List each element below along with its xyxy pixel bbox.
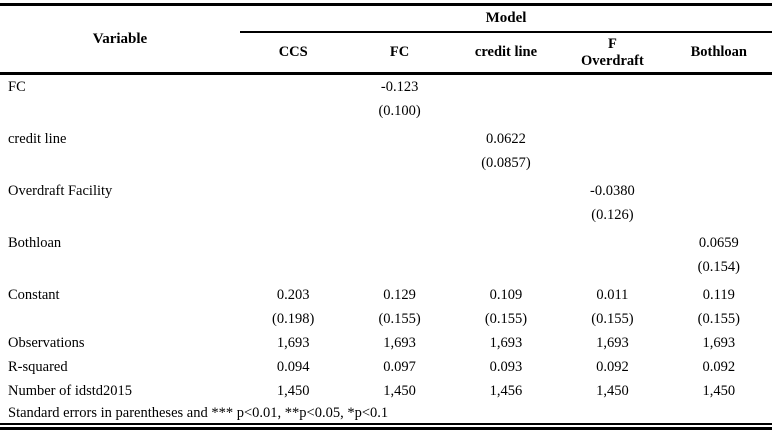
column-header-ccs: [240, 33, 346, 72]
column-header-label: credit line: [474, 44, 538, 60]
cell-value: 1,693: [702, 334, 736, 351]
table-row-credit-line-estimate: [0, 127, 772, 151]
column-header-label: CCS: [278, 44, 308, 60]
bottom-thick-rule: [0, 427, 772, 430]
table-row-constant-stderr: [0, 307, 772, 331]
cell-value: 0.203: [276, 286, 310, 303]
table-row-r-squared: [0, 355, 772, 379]
table-row-fc-stderr: [0, 99, 772, 123]
cell-value: 0.093: [489, 358, 523, 375]
cell-value: (0.198): [272, 310, 315, 327]
cell-value: 0.094: [276, 358, 310, 375]
table-row-bothloan-estimate: [0, 231, 772, 255]
cell-value: 1,456: [489, 382, 523, 399]
table-row-fc-estimate: [0, 75, 772, 99]
cell-value: (0.154): [697, 258, 740, 275]
row-label: Constant: [8, 286, 60, 303]
cell-value: 0.0622: [486, 130, 526, 147]
table-row-credit-line-stderr: [0, 151, 772, 175]
cell-value: 0.109: [489, 286, 523, 303]
cell-value: 0.092: [702, 358, 736, 375]
row-label: Overdraft Facility: [8, 182, 113, 199]
table-body: [0, 75, 772, 403]
cell-value: 1,450: [383, 382, 416, 399]
cell-value: 1,450: [276, 382, 310, 399]
cell-value: -0.0380: [590, 182, 635, 199]
column-header-label-line2: Overdraft: [580, 52, 644, 69]
cell-value: (0.155): [591, 310, 634, 327]
cell-value: 1,693: [383, 334, 416, 351]
row-label: R-squared: [8, 358, 68, 375]
row-label: Observations: [8, 334, 85, 351]
column-header-fc: [346, 33, 452, 72]
row-label: credit line: [8, 130, 67, 147]
table-row-bothloan-stderr: [0, 255, 772, 279]
column-header-label: F: [607, 35, 617, 52]
column-header-f-overdraft: [559, 33, 665, 72]
table-row-overdraft-stderr: [0, 203, 772, 227]
row-label: Bothloan: [8, 234, 62, 251]
cell-value: 0.011: [596, 286, 629, 303]
table-row-number-of-idstd2015: [0, 379, 772, 403]
cell-value: 0.119: [702, 286, 735, 303]
column-header-bothloan: [666, 33, 772, 72]
row-label: Number of idstd2015: [8, 382, 133, 399]
cell-value: (0.155): [697, 310, 740, 327]
column-header-credit-line: [453, 33, 559, 72]
column-header-label: Bothloan: [690, 44, 747, 60]
cell-value: 0.092: [596, 358, 629, 375]
cell-value: (0.126): [591, 206, 634, 223]
cell-value: (0.0857): [481, 154, 531, 171]
cell-value: 0.129: [383, 286, 416, 303]
cell-value: -0.123: [380, 78, 419, 95]
standard-errors-note: Standard errors in parentheses and *** p<0.01, **p<0.05, *p<0.1: [8, 405, 389, 421]
cell-value: 0.0659: [698, 234, 739, 251]
cell-value: 1,450: [702, 382, 736, 399]
table-row-overdraft-estimate: [0, 179, 772, 203]
table-row-constant-estimate: [0, 283, 772, 307]
column-header-label: FC: [389, 44, 410, 60]
row-label: FC: [8, 78, 26, 95]
cell-value: 1,450: [596, 382, 629, 399]
cell-value: 1,693: [489, 334, 523, 351]
regression-table: [0, 3, 772, 430]
cell-value: (0.155): [378, 310, 421, 327]
model-group-header: Model: [240, 6, 772, 33]
cell-value: (0.100): [378, 102, 421, 119]
bottom-thin-rule: [0, 423, 772, 425]
cell-value: (0.155): [484, 310, 528, 327]
cell-value: 1,693: [276, 334, 310, 351]
cell-value: 1,693: [596, 334, 629, 351]
cell-value: 0.097: [383, 358, 416, 375]
variable-column-header: Variable: [92, 30, 148, 47]
table-row-observations: [0, 331, 772, 355]
table-header: [0, 6, 772, 72]
